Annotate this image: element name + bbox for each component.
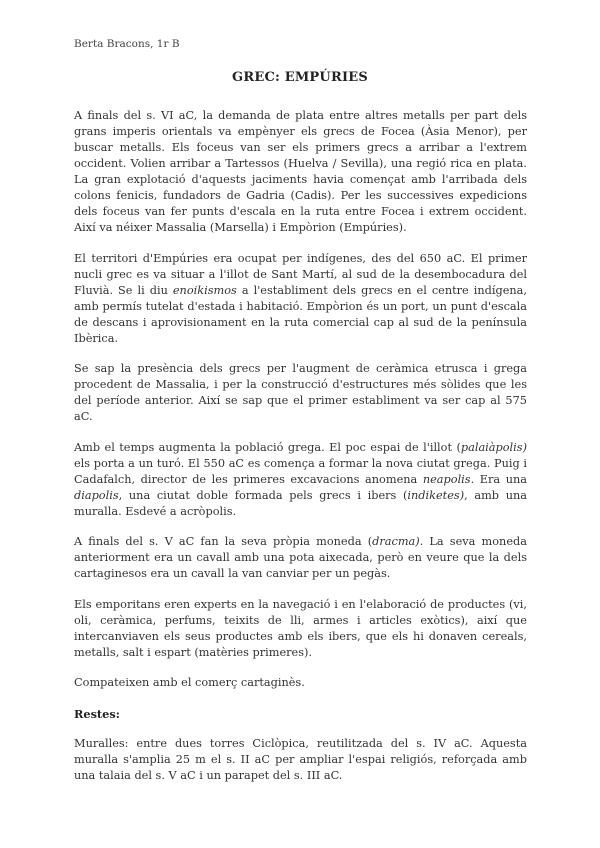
text-run: els porta a un turó. El 550 aC es comença a formar la nova ciutat grega. Puig i Cadafalch, director de les primeres excavacions anomena <box>74 456 527 486</box>
text-run: , una ciutat doble formada pels grecs i ibers ( <box>118 488 408 502</box>
document-body <box>74 108 527 799</box>
section-subheading: Restes: <box>74 706 120 721</box>
italic-term: indiketes) <box>407 488 465 502</box>
author-header: Berta Bracons, 1r B <box>74 38 180 50</box>
paragraph-4 <box>74 440 527 520</box>
paragraph-2 <box>74 251 527 347</box>
italic-term: palaiàpolis) <box>460 440 527 454</box>
italic-term: neapolis <box>422 472 471 486</box>
text-run: Compateixen amb el comerç cartaginès. <box>74 676 305 689</box>
text-run: A finals del s. V aC fan la seva pròpia moneda ( <box>74 535 373 548</box>
text-run: Els emporitans eren experts en la navegació i en l'elaboració de productes (vi, oli, ceràmica, perfums, teixits de lli, armes i articles exòtics), així que intercanviaven els seus productes amb els ibers, que els hi donaven cereals, metalls, salt i espart (matèries primeres). <box>74 597 527 659</box>
text-run: Se sap la presència dels grecs per l'augment de ceràmica etrusca i grega procedent de Massalia, i per la construcció d'estructures més sòlides que les del període anterior. Així se sap que el primer establiment va ser cap al 575 aC. <box>74 362 527 423</box>
text-run: . La seva moneda anteriorment era un cavall amb una pota aixecada, però en veure que la dels cartaginesos era un cavall la van canviar per un pegàs. <box>74 535 527 580</box>
paragraph-7 <box>74 675 527 691</box>
italic-term: enoikismos <box>172 283 237 297</box>
text-run: Amb el temps augmenta la població grega. El poc espai de l'illot ( <box>74 440 461 454</box>
paragraph-3 <box>74 361 527 425</box>
text-run: . Era una <box>470 472 527 486</box>
text-run: , amb una muralla. Esdevé a acròpolis. <box>74 488 527 518</box>
italic-term: diapolis <box>74 488 119 502</box>
italic-term: dracma) <box>372 535 420 548</box>
document-title: GREC: EMPÚRIES <box>232 70 368 85</box>
paragraph-remains: Muralles: entre dues torres Ciclòpica, reutilitzada del s. IV aC. Aquesta muralla s'amplia 25 m el s. II aC per ampliar l'espai religiós, reforçada amb una talaia del s. V aC i un parapet del s. III aC. <box>74 737 527 782</box>
paragraph-1 <box>74 108 527 236</box>
text-run: a l'establiment dels grecs en el centre indígena, amb permís tutelat d'estada i habitació. Empòrion és un port, un punt d'escala de descans i aprovisionament en la ruta comercial cap al sud de la península Ibèrica. <box>74 283 527 345</box>
paragraph-6 <box>74 597 527 661</box>
text-run: El territori d'Empúries era ocupat per indígenes, des del 650 aC. El primer nucli grec es va situar a l'illot de Sant Martí, al sud de la desembocadura del Fluvià. Se li diu <box>74 251 527 297</box>
paragraph-5 <box>74 534 527 582</box>
text-run: A finals del s. VI aC, la demanda de plata entre altres metalls per part dels grans imperis orientals va empènyer els grecs de Focea (Àsia Menor), per buscar metalls. Els foceus van ser els primers grecs a arribar a l'extrem occident. Volien arribar a Tartessos (Huelva / Sevilla), una regió rica en plata. La gran explotació d'aquests jaciments havia començat amb l'arribada dels colons fenicis, fundadors de Gadria (Cadis). Per les successives expedicions dels foceus van fer punts d'escala en la ruta entre Focea i extrem occident. Així va néixer Massalia (Marsella) i Empòrion (Empúries). <box>74 109 527 234</box>
